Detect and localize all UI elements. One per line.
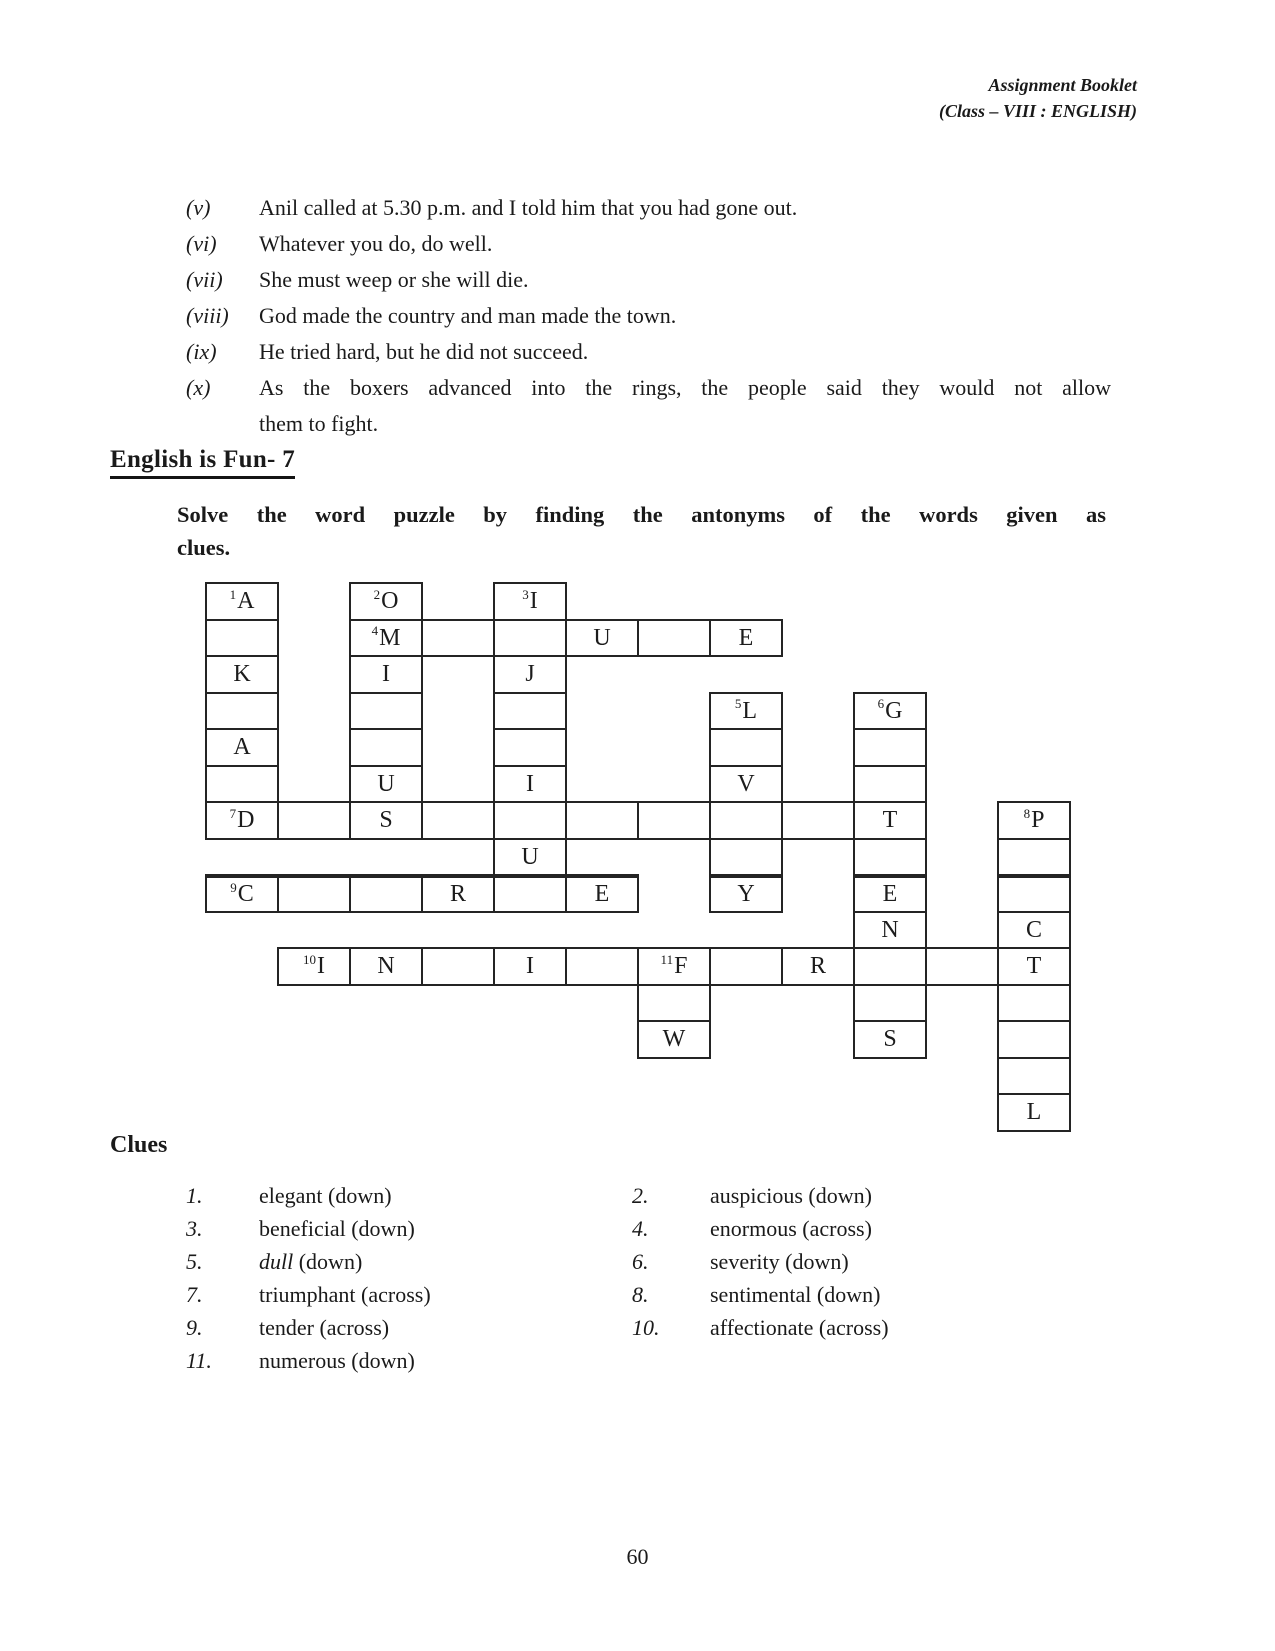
clue-number-superscript: 7	[229, 805, 237, 821]
clue-number: 11.	[186, 1348, 212, 1373]
sentence-label: (x)	[186, 375, 211, 400]
clue-row	[186, 1183, 1111, 1216]
clue-direction: (down)	[808, 1183, 872, 1208]
puzzle-cell-letter	[997, 911, 1071, 949]
puzzle-cell-empty	[493, 692, 567, 730]
sentence-label: (viii)	[186, 303, 229, 328]
header-title: Assignment Booklet	[988, 75, 1137, 95]
sentence-item	[186, 190, 1111, 226]
cell-letter: W	[662, 1026, 686, 1052]
clue-number-superscript: 3	[522, 586, 529, 602]
clue-number: 9.	[186, 1315, 203, 1340]
puzzle-cell-empty	[925, 947, 999, 986]
clue-number-superscript: 2	[373, 586, 381, 602]
clue-number: 4.	[632, 1216, 649, 1241]
clue-text	[259, 1348, 415, 1374]
puzzle-cell-letter	[349, 619, 423, 657]
clues-list	[186, 1183, 1111, 1381]
cell-letter: D	[237, 807, 255, 833]
page-header	[939, 72, 1137, 124]
puzzle-cell-letter	[853, 911, 927, 949]
clues-heading: Clues	[110, 1132, 168, 1158]
puzzle-cell-letter	[349, 582, 423, 621]
puzzle-cell-letter	[853, 692, 927, 730]
clue-text	[710, 1315, 889, 1341]
clue-number: 5.	[186, 1249, 203, 1274]
puzzle-cell-empty	[709, 801, 783, 840]
puzzle-cell-letter	[493, 582, 567, 621]
clue-number: 3.	[186, 1216, 203, 1241]
clue-word: numerous	[259, 1348, 346, 1373]
puzzle-cell-letter	[781, 947, 855, 986]
clue-text	[710, 1249, 849, 1275]
puzzle-cell-empty	[997, 1057, 1071, 1095]
puzzle-cell-letter	[349, 947, 423, 986]
clue-number: 7.	[186, 1282, 203, 1307]
puzzle-cell-letter	[997, 1093, 1071, 1132]
puzzle-cell-empty	[637, 619, 711, 657]
clue-row	[186, 1315, 1111, 1348]
clue-number: 8.	[632, 1282, 649, 1307]
cell-letter: L	[742, 697, 758, 724]
cell-letter: J	[525, 661, 535, 687]
puzzle-cell-empty	[997, 874, 1071, 913]
clue-text	[259, 1249, 362, 1275]
puzzle-cell-empty	[853, 947, 927, 986]
clue-text	[259, 1282, 431, 1308]
clue-direction: (across)	[361, 1282, 431, 1307]
puzzle-cell-empty	[493, 801, 567, 840]
puzzle-cell-empty	[853, 765, 927, 803]
cell-letter: R	[809, 953, 826, 979]
puzzle-cell-letter	[709, 874, 783, 913]
puzzle-cell-empty	[349, 692, 423, 730]
sentence-text: Anil called at 5.30 p.m. and I told him that you had gone out.	[259, 195, 798, 220]
cell-letter: I	[317, 953, 325, 979]
clue-number: 2.	[632, 1183, 649, 1208]
puzzle-cell-empty	[493, 874, 567, 913]
cell-letter: K	[233, 661, 251, 687]
puzzle-instruction	[177, 498, 1106, 564]
clue-text	[259, 1216, 415, 1242]
cell-letter: Y	[737, 881, 755, 907]
sentence-item	[186, 334, 1111, 370]
clue-direction: (across)	[818, 1315, 889, 1340]
puzzle-cell-letter	[349, 801, 423, 840]
puzzle-cell-letter	[709, 692, 783, 730]
clue-direction: (down)	[351, 1216, 415, 1241]
puzzle-cell-empty	[997, 1020, 1071, 1059]
cell-letter: I	[382, 661, 390, 687]
clue-word: elegant	[259, 1183, 323, 1208]
sentence-text	[259, 370, 1111, 442]
sentence-label: (v)	[186, 195, 211, 220]
puzzle-cell-letter	[349, 765, 423, 803]
sentence-item	[186, 226, 1111, 262]
cell-letter: A	[233, 734, 251, 760]
clue-text	[259, 1315, 389, 1341]
sentence-item	[186, 370, 1111, 442]
puzzle-cell-empty	[709, 728, 783, 767]
puzzle-cell-empty	[277, 801, 351, 840]
puzzle-cell-empty	[853, 728, 927, 767]
puzzle-cell-empty	[853, 838, 927, 876]
clue-number-superscript: 9	[230, 879, 237, 895]
sentence-label: (vii)	[186, 267, 223, 292]
clue-direction: (down)	[785, 1249, 849, 1274]
puzzle-cell-letter	[709, 619, 783, 657]
puzzle-cell-letter	[421, 874, 495, 913]
clue-text	[710, 1183, 872, 1209]
puzzle-cell-empty	[637, 984, 711, 1022]
clue-word: enormous	[710, 1216, 797, 1241]
clue-direction: (down)	[816, 1282, 881, 1307]
clue-word: auspicious	[710, 1183, 803, 1208]
cell-letter: N	[881, 916, 899, 943]
clue-text	[710, 1282, 880, 1308]
puzzle-cell-empty	[205, 765, 279, 803]
cell-letter: S	[379, 807, 393, 833]
cell-letter: M	[379, 624, 401, 651]
clue-direction: (down)	[328, 1183, 392, 1208]
cell-letter: E	[738, 624, 754, 651]
clue-number-superscript: 5	[734, 696, 742, 711]
puzzle-cell-letter	[709, 765, 783, 803]
clue-number-superscript: 4	[371, 623, 379, 638]
puzzle-cell-empty	[709, 947, 783, 986]
cell-letter: I	[529, 588, 538, 614]
puzzle-cell-letter	[637, 947, 711, 986]
clue-word: beneficial	[259, 1216, 346, 1241]
cell-letter: F	[674, 953, 688, 979]
puzzle-cell-letter	[205, 655, 279, 694]
puzzle-cell-empty	[997, 838, 1071, 876]
clue-word: triumphant	[259, 1282, 356, 1307]
puzzle-cell-empty	[205, 619, 279, 657]
puzzle-cell-letter	[997, 801, 1071, 840]
clue-word: sentimental	[710, 1282, 812, 1307]
section-heading: English is Fun- 7	[110, 446, 295, 479]
sentence-item	[186, 262, 1111, 298]
puzzle-cell-letter	[853, 801, 927, 840]
clue-row	[186, 1282, 1111, 1315]
puzzle-cell-empty	[565, 947, 639, 986]
puzzle-cell-letter	[853, 874, 927, 913]
clue-word: affectionate	[710, 1315, 814, 1340]
clue-direction: (across)	[319, 1315, 390, 1340]
cell-letter: N	[377, 953, 395, 979]
instruction-line-2: clues.	[177, 535, 231, 560]
clue-number-superscript: 10	[303, 951, 316, 967]
cell-letter: A	[237, 588, 255, 614]
sentence-text: She must weep or she will die.	[259, 267, 529, 292]
sentence-list	[186, 190, 1111, 442]
puzzle-cell-letter	[565, 874, 639, 913]
clue-number-superscript: 8	[1023, 805, 1031, 821]
clue-number-superscript: 6	[877, 696, 885, 711]
puzzle-cell-empty	[997, 984, 1071, 1022]
sentence-item	[186, 298, 1111, 334]
sentence-text-line2: them to fight.	[259, 411, 379, 436]
sentence-text: God made the country and man made the town.	[259, 303, 677, 328]
puzzle-cell-letter	[565, 619, 639, 657]
puzzle-cell-empty	[637, 801, 711, 840]
clue-direction: (across)	[802, 1216, 872, 1241]
cell-letter: L	[1026, 1099, 1042, 1125]
puzzle-cell-empty	[349, 728, 423, 767]
clue-row	[186, 1216, 1111, 1249]
cell-letter: T	[1026, 953, 1042, 979]
clue-number: 6.	[632, 1249, 649, 1274]
cell-letter: V	[737, 770, 755, 797]
sentence-text-line1: As the boxers advanced into the rings, the people said they would not allow	[259, 375, 1111, 400]
clue-number: 1.	[186, 1183, 203, 1208]
puzzle-cell-letter	[853, 1020, 927, 1059]
puzzle-cell-empty	[421, 801, 495, 840]
puzzle-cell-empty	[421, 619, 495, 657]
sentence-label: (vi)	[186, 231, 217, 256]
puzzle-cell-empty	[493, 728, 567, 767]
puzzle-cell-letter	[205, 801, 279, 840]
cell-letter: C	[1025, 916, 1042, 943]
cell-letter: G	[885, 697, 903, 724]
cell-letter: U	[593, 624, 611, 651]
puzzle-cell-letter	[205, 728, 279, 767]
crossword-grid	[205, 582, 1085, 1137]
cell-letter: S	[883, 1026, 897, 1052]
puzzle-cell-empty	[421, 947, 495, 986]
clue-number: 10.	[632, 1315, 660, 1340]
puzzle-cell-letter	[637, 1020, 711, 1059]
clue-direction: (down)	[351, 1348, 415, 1373]
instruction-line-1: Solve the word puzzle by finding the antonyms of the words given as	[177, 502, 1106, 527]
sentence-text: He tried hard, but he did not succeed.	[259, 339, 589, 364]
puzzle-cell-empty	[781, 801, 855, 840]
page-number: 60	[626, 1544, 649, 1569]
puzzle-cell-empty	[205, 692, 279, 730]
puzzle-cell-letter	[205, 582, 279, 621]
puzzle-cell-empty	[277, 874, 351, 913]
puzzle-cell-empty	[349, 874, 423, 913]
clue-text	[259, 1183, 392, 1209]
puzzle-cell-empty	[493, 619, 567, 657]
puzzle-cell-letter	[493, 765, 567, 803]
cell-letter: O	[381, 588, 399, 614]
clue-row	[186, 1348, 1111, 1381]
puzzle-cell-letter	[997, 947, 1071, 986]
cell-letter: P	[1031, 807, 1045, 833]
cell-letter: T	[882, 807, 898, 833]
puzzle-cell-letter	[493, 838, 567, 876]
cell-letter: U	[377, 770, 395, 797]
clue-word: dull	[259, 1249, 294, 1274]
cell-letter: I	[526, 953, 534, 979]
cell-letter: E	[594, 881, 610, 907]
clue-number-superscript: 11	[660, 951, 674, 967]
cell-letter: R	[449, 881, 466, 907]
clue-text	[710, 1216, 872, 1242]
puzzle-cell-letter	[205, 874, 279, 913]
puzzle-cell-letter	[277, 947, 351, 986]
puzzle-cell-letter	[349, 655, 423, 694]
puzzle-cell-empty	[709, 838, 783, 876]
sentence-label: (ix)	[186, 339, 217, 364]
clue-direction: (down)	[298, 1249, 363, 1274]
header-subtitle: (Class – VIII : ENGLISH)	[938, 101, 1137, 121]
clue-word: severity	[710, 1249, 780, 1274]
cell-letter: I	[526, 770, 534, 797]
puzzle-cell-empty	[565, 801, 639, 840]
puzzle-cell-letter	[493, 655, 567, 694]
sentence-text: Whatever you do, do well.	[259, 231, 493, 256]
puzzle-cell-letter	[493, 947, 567, 986]
clue-row	[186, 1249, 1111, 1282]
cell-letter: U	[521, 843, 539, 870]
clue-word: tender	[259, 1315, 314, 1340]
puzzle-cell-empty	[853, 984, 927, 1022]
clue-number-superscript: 1	[229, 586, 237, 602]
cell-letter: C	[237, 881, 254, 907]
cell-letter: E	[882, 881, 898, 907]
